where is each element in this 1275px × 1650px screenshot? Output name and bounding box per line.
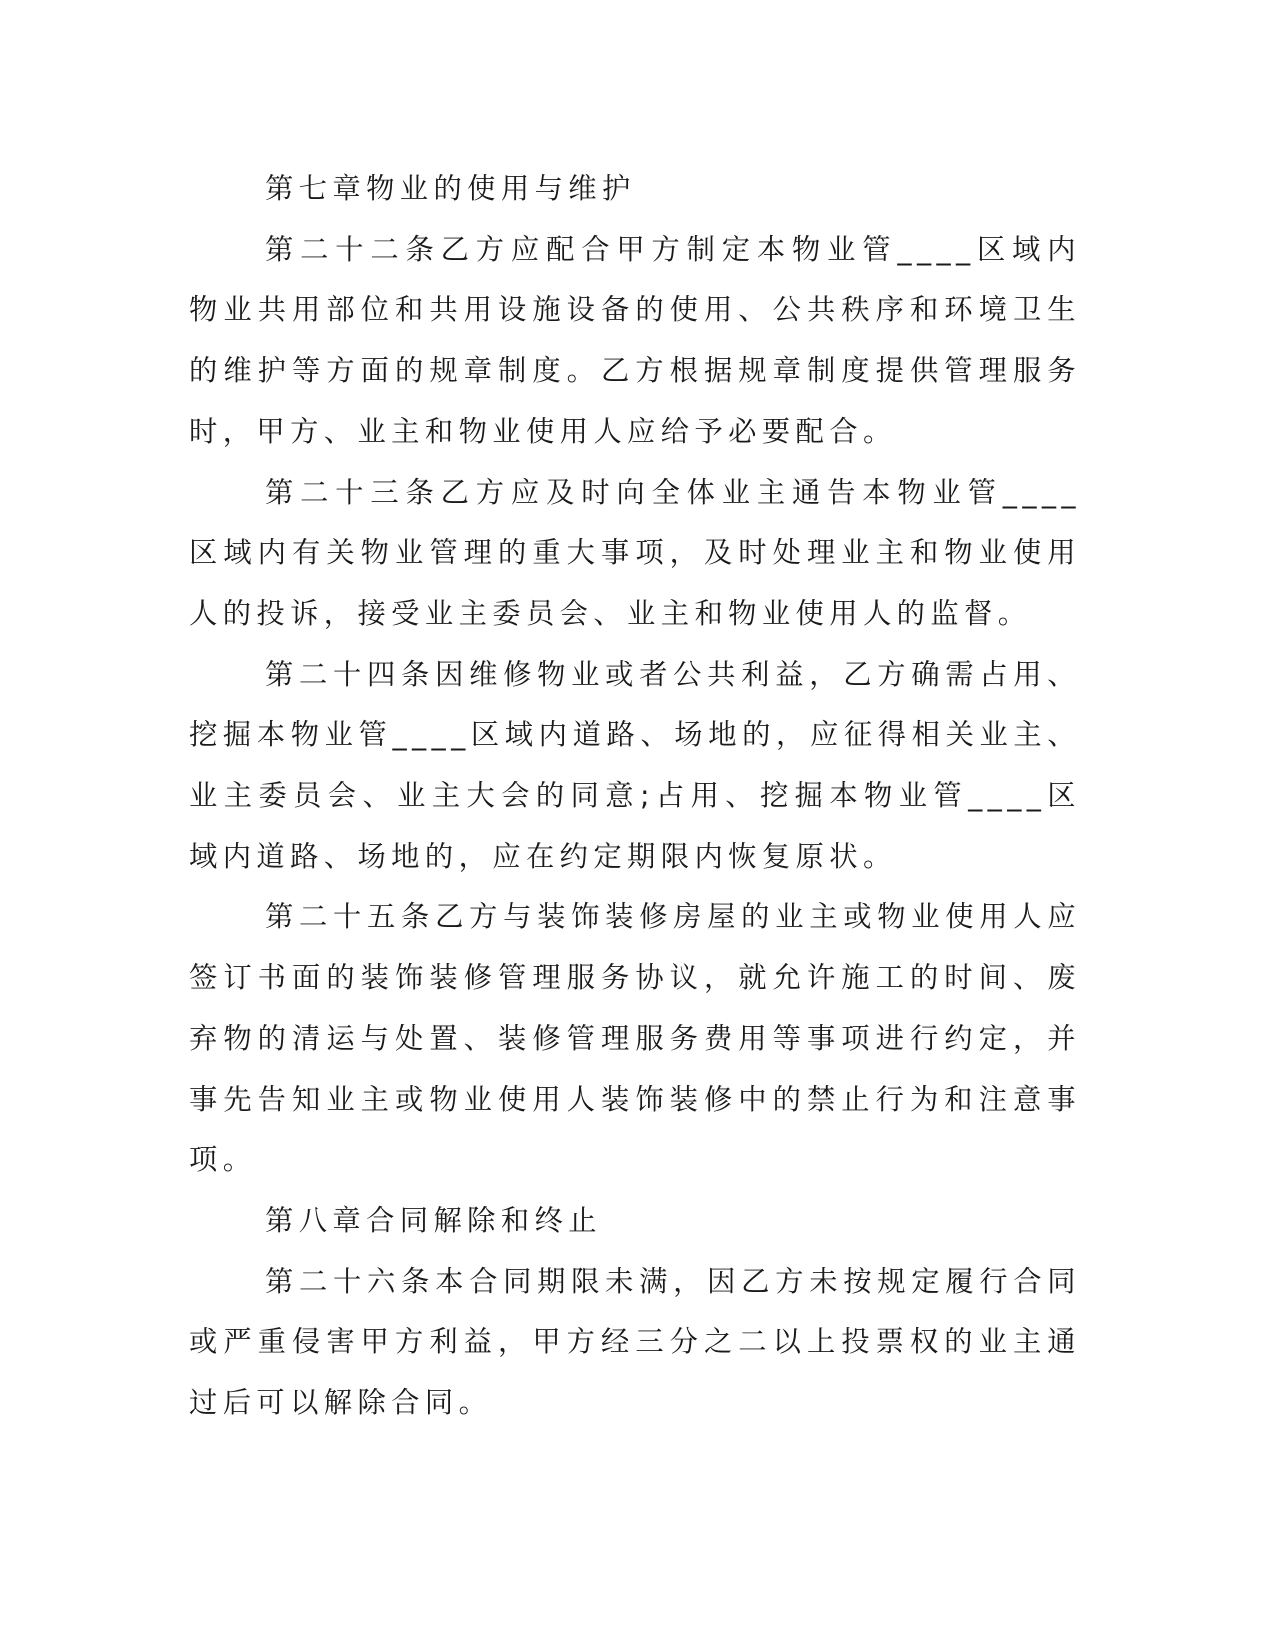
article-26: 第二十六条本合同期限未满，因乙方未按规定履行合同或严重侵害甲方利益，甲方经三分之二以上投票权的业主通过后可以解除合同。 <box>189 1264 1081 1420</box>
article-23: 第二十三条乙方应及时向全体业主通告本物业管____区域内有关物业管理的重大事项，及时处理业主和物业使用人的投诉，接受业主委员会、业主和物业使用人的监督。 <box>189 475 1081 630</box>
chapter-heading: 第八章合同解除和终止 <box>265 1203 602 1237</box>
article-24: 第二十四条因维修物业或者公共利益，乙方确需占用、挖掘本物业管____区域内道路、场地的，应征得相关业主、业主委员会、业主大会的同意;占用、挖掘本物业管____区域内道路、场地的，应在约定期限内恢复原状。 <box>189 657 1081 873</box>
chapter-heading: 第七章物业的使用与维护 <box>265 172 636 205</box>
article-25: 第二十五条乙方与装饰装修房屋的业主或物业使用人应签订书面的装饰装修管理服务协议，就允许施工的时间、废弃物的清运与处置、装修管理服务费用等事项进行约定，并事先告知业主或物业使用人装饰装修中的禁止行为和注意事项。 <box>189 900 1081 1177</box>
document-body <box>189 159 1081 1434</box>
article-22: 第二十二条乙方应配合甲方制定本物业管____区域内物业共用部位和共用设施设备的使用、公共秩序和环境卫生的维护等方面的规章制度。乙方根据规章制度提供管理服务时，甲方、业主和物业使用人应给予必要配合。 <box>189 232 1081 448</box>
